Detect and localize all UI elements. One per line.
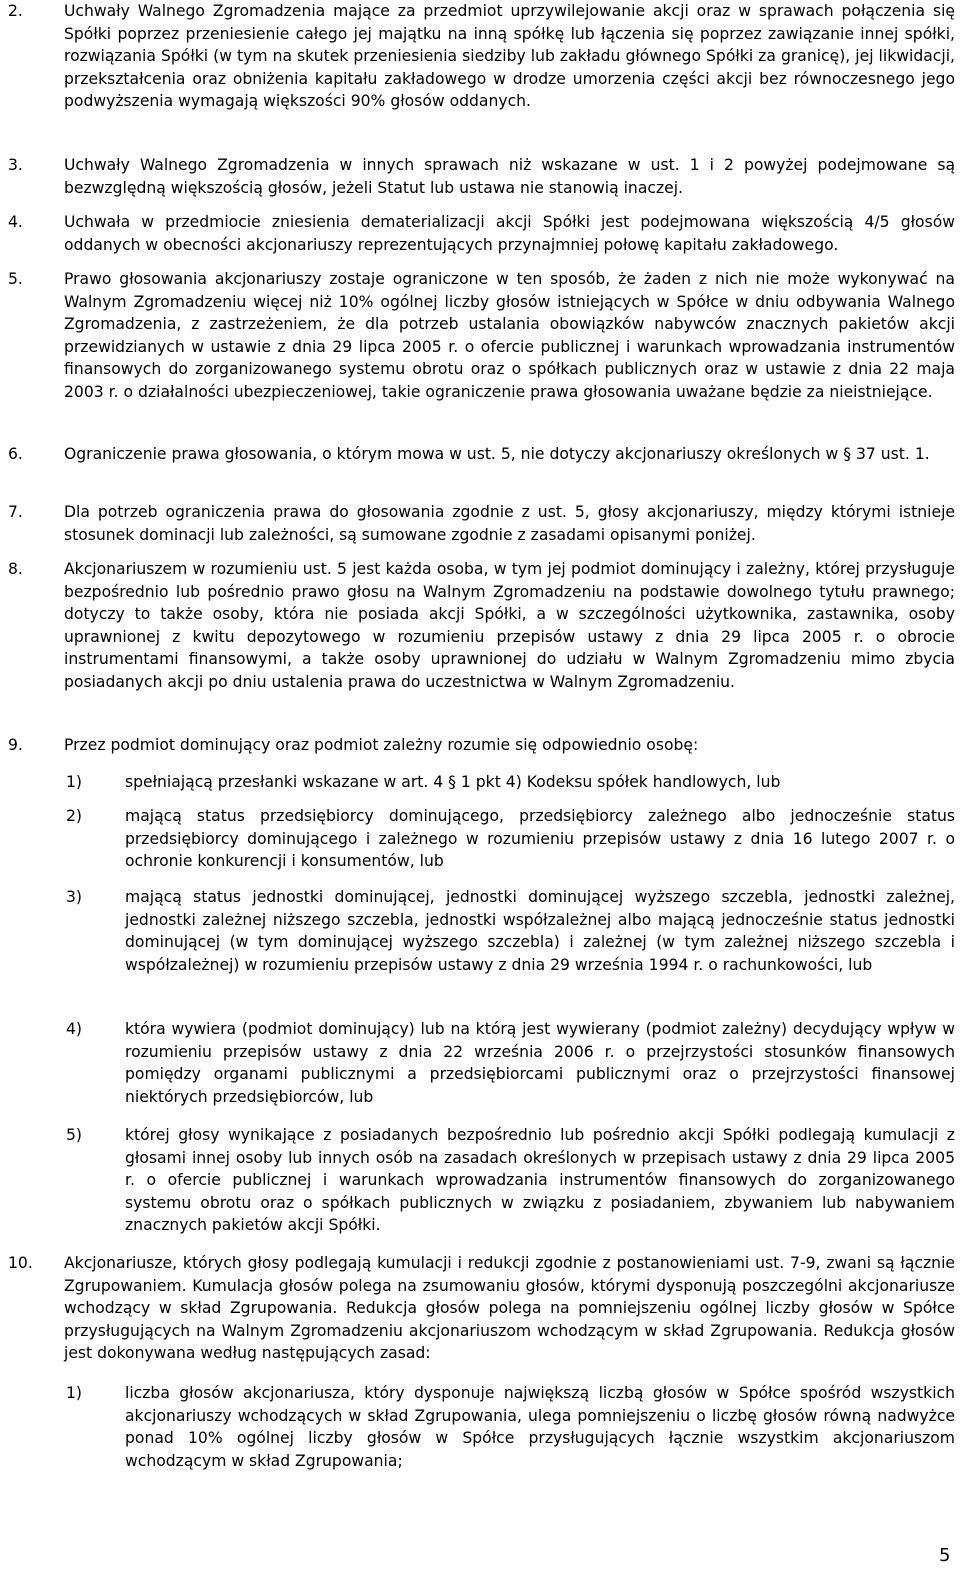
subparagraph-text: mającą status przedsiębiorcy dominującego, przedsiębiorcy zależnego albo jednocześnie status przedsiębiorcy dominującego i zależnego w rozumieniu przepisów ustawy z dnia 16 lutego 2007 r. o ochronie konkurencji i konsumentów, lub (125, 807, 955, 871)
paragraph-number: 8. (8, 560, 23, 578)
subparagraph-text: która wywiera (podmiot dominujący) lub na którą jest wywierany (podmiot zależny) decydujący wpływ w rozumieniu przepisów ustawy z dnia 22 września 2006 r. o przejrzystości stosunków finansowych pomiędzy organami publicznymi a przedsiębiorcami publicznymi oraz o przejrzystości finansowej niektórych przedsiębiorców, lub (125, 1020, 955, 1106)
paragraph-text: Dla potrzeb ograniczenia prawa do głosowania zgodnie z ust. 5, głosy akcjonariuszy, między którymi istnieje stosunek dominacji lub zależności, są sumowane zgodnie z zasadami opisanymi poniżej. (64, 503, 955, 544)
paragraph-number: 7. (8, 503, 23, 521)
paragraph-number: 4. (8, 213, 23, 231)
subparagraph-number: 2) (66, 807, 83, 825)
page-number: 5 (939, 1545, 951, 1566)
paragraph-text: Uchwały Walnego Zgromadzenia w innych sprawach niż wskazane w ust. 1 i 2 powyżej podejmowane są bezwzględną większością głosów, jeżeli Statut lub ustawa nie stanowią inaczej. (64, 156, 955, 197)
paragraph-number: 2. (8, 2, 23, 20)
paragraph-text: Przez podmiot dominujący oraz podmiot zależny rozumie się odpowiednio osobę: (64, 736, 699, 754)
paragraph-number: 9. (8, 736, 23, 754)
paragraph-number: 10. (8, 1254, 33, 1272)
subparagraph-number: 5) (66, 1126, 83, 1144)
paragraph-text: Akcjonariuszem w rozumieniu ust. 5 jest każda osoba, w tym jej podmiot dominujący i zależny, której przysługuje bezpośrednio lub pośrednio prawo głosu na Walnym Zgromadzeniu na podstawie dowolnego tytułu prawnego; dotyczy to także osoby, która nie posiada akcji Spółki, a w szczególności użytkownika, zastawnika, osoby uprawnionej z kwitu depozytowego w rozumieniu przepisów ustawy z dnia 29 lipca 2005 r. o obrocie instrumentami finansowymi, a także osoby uprawnionej do udziału w Walnym Zgromadzeniu mimo zbycia posiadanych akcji po dniu ustalenia prawa do uczestnictwa w Walnym Zgromadzeniu. (64, 560, 955, 691)
subparagraph-number: 1) (66, 773, 83, 791)
subparagraph-text: spełniającą przesłanki wskazane w art. 4 § 1 pkt 4) Kodeksu spółek handlowych, lub (125, 773, 781, 791)
paragraph-text: Akcjonariusze, których głosy podlegają kumulacji i redukcji zgodnie z postanowieniami ust. 7-9, zwani są łącznie Zgrupowaniem. Kumulacja głosów polega na zsumowaniu głosów, którymi dysponują poszczególni akcjonariusze wchodzący w skład Zgrupowania. Redukcja głosów polega na pomniejszeniu ogólnej liczby głosów w Spółce przysługujących na Walnym Zgromadzeniu akcjonariuszom wchodzącym w skład Zgrupowania. Redukcja głosów jest dokonywana według następujących zasad: (64, 1254, 955, 1363)
subparagraph-text: liczba głosów akcjonariusza, który dysponuje największą liczbą głosów w Spółce spośród wszystkich akcjonariuszy wchodzących w skład Zgrupowania, ulega pomniejszeniu o liczbę głosów równą nadwyżce ponad 10% ogólnej liczby głosów w Spółce przysługujących łącznie wszystkim akcjonariuszom wchodzącym w skład Zgrupowania; (125, 1384, 955, 1470)
subparagraph-text: której głosy wynikające z posiadanych bezpośrednio lub pośrednio akcji Spółki podlegają kumulacji z głosami innej osoby lub innych osób na zasadach określonych w przepisach ustawy z dnia 29 lipca 2005 r. o ofercie publicznej i warunkach wprowadzania instrumentów finansowych do zorganizowanego systemu obrotu oraz o spółkach publicznych w związku z posiadaniem, zbywaniem lub nabywaniem znacznych pakietów akcji Spółki. (125, 1126, 955, 1235)
paragraph-text: Uchwały Walnego Zgromadzenia mające za przedmiot uprzywilejowanie akcji oraz w sprawach połączenia się Spółki poprzez przeniesienie całego jej majątku na inną spółkę lub łączenia się poprzez zawiązanie innej spółki, rozwiązania Spółki (w tym na skutek przeniesienia siedziby lub zakładu głównego Spółki za granicę), jej likwidacji, przekształcenia oraz obniżenia kapitału zakładowego w drodze umorzenia części akcji bez równoczesnego jego podwyższenia wymagają większości 90% głosów oddanych. (64, 2, 955, 111)
paragraph-text: Ograniczenie prawa głosowania, o którym mowa w ust. 5, nie dotyczy akcjonariuszy określonych w § 37 ust. 1. (64, 445, 930, 463)
subparagraph-text: mającą status jednostki dominującej, jednostki dominującej wyższego szczebla, jednostki zależnej, jednostki zależnej niższego szczebla, jednostki współzależnej albo mającą jednocześnie status jednostki dominującej (w tym dominującej wyższego szczebla) i zależnej (w tym zależnej niższego szczebla i współzależnej) w rozumieniu przepisów ustawy z dnia 29 września 1994 r. o rachunkowości, lub (125, 888, 955, 974)
paragraph-number: 6. (8, 445, 23, 463)
subparagraph-number: 1) (66, 1384, 83, 1402)
paragraph-text: Prawo głosowania akcjonariuszy zostaje ograniczone w ten sposób, że żaden z nich nie może wykonywać na Walnym Zgromadzeniu więcej niż 10% ogólnej liczby głosów istniejących w Spółce w dniu odbywania Walnego Zgromadzenia, z zastrzeżeniem, że dla potrzeb ustalania obowiązków nabywców znacznych pakietów akcji przewidzianych w ustawie z dnia 29 lipca 2005 r. o ofercie publicznej i warunkach wprowadzania instrumentów finansowych do zorganizowanego systemu obrotu oraz o spółkach publicznych oraz w ustawie z dnia 22 maja 2003 r. o działalności ubezpieczeniowej, takie ograniczenie prawa głosowania uważane będzie za nieistniejące. (64, 270, 955, 401)
subparagraph-number: 4) (66, 1020, 83, 1038)
paragraph-number: 5. (8, 270, 23, 288)
paragraph-number: 3. (8, 156, 23, 174)
paragraph-text: Uchwała w przedmiocie zniesienia dematerializacji akcji Spółki jest podejmowana większością 4/5 głosów oddanych w obecności akcjonariuszy reprezentujących przynajmniej połowę kapitału zakładowego. (64, 213, 955, 254)
subparagraph-number: 3) (66, 888, 83, 906)
